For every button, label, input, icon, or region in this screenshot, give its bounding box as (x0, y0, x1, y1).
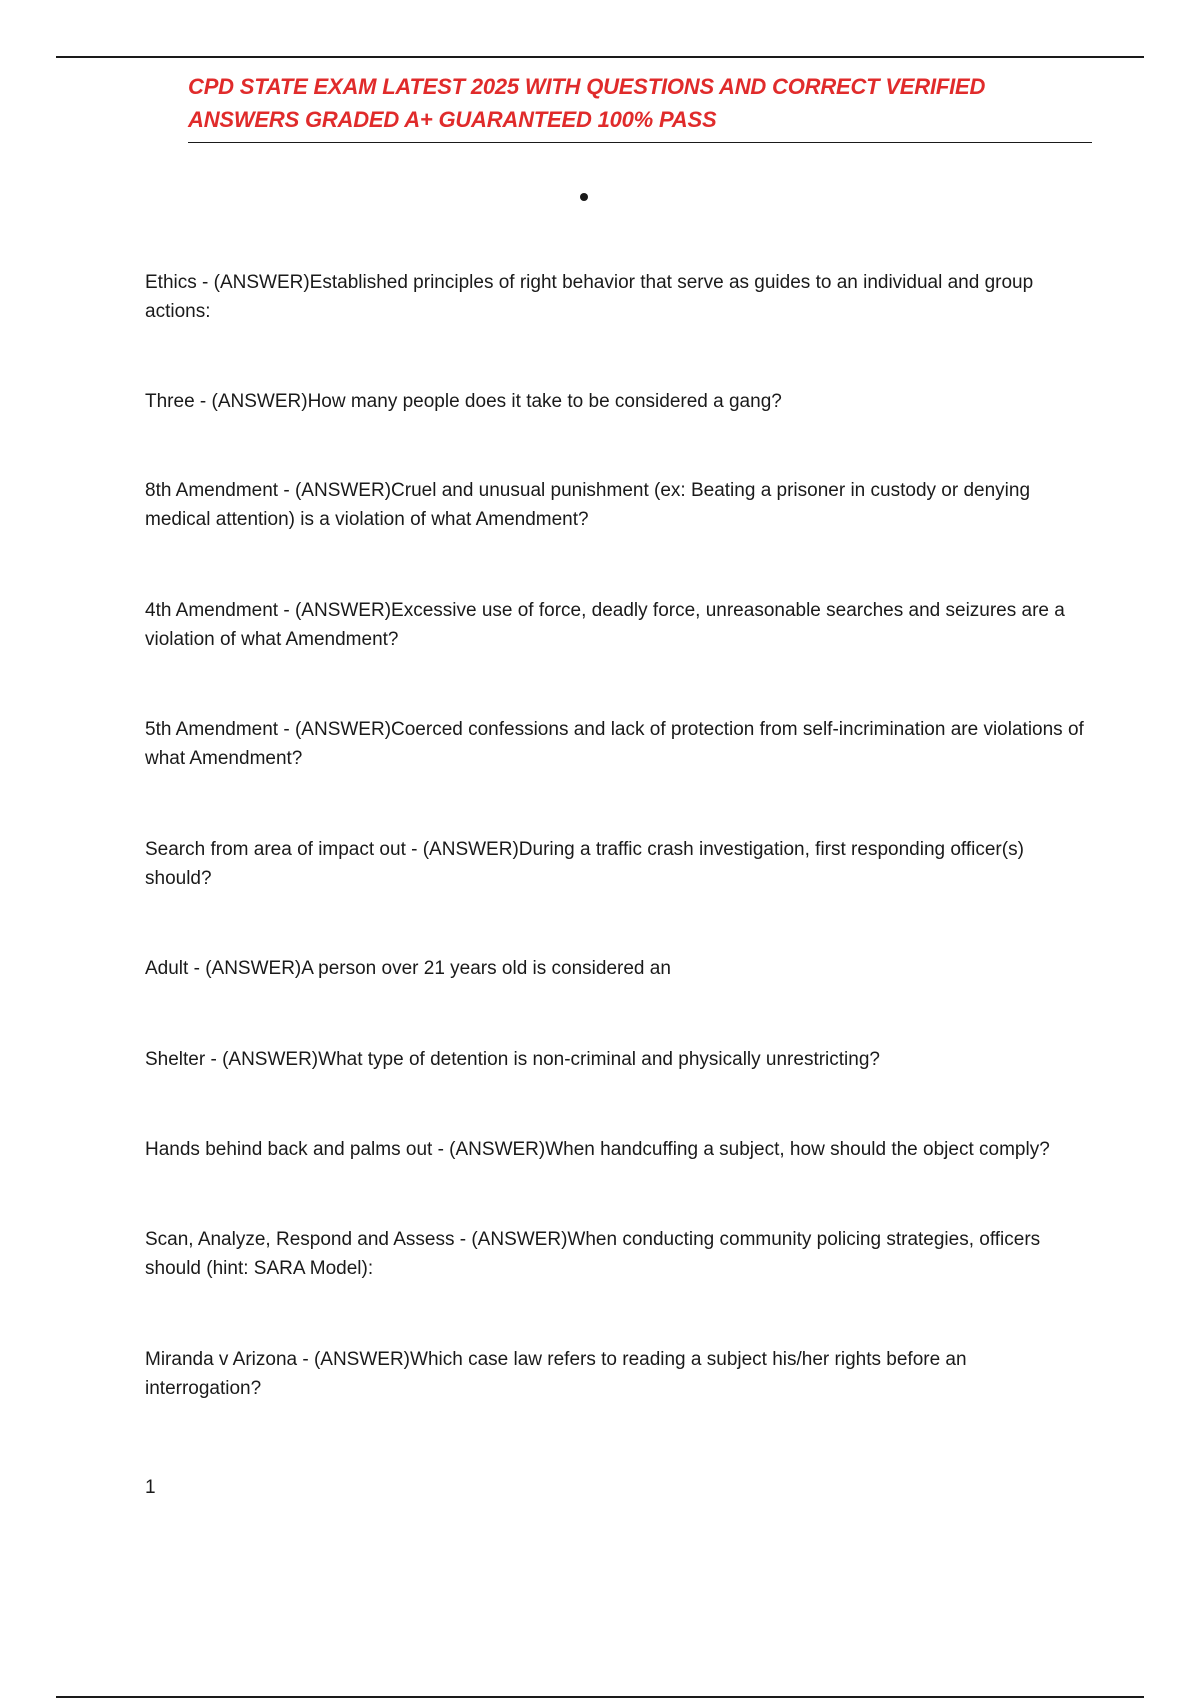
document-title: CPD STATE EXAM LATEST 2025 WITH QUESTIONS AND CORRECT VERIFIED ANSWERS GRADED A+ GUARANTEED 100% PASS (188, 74, 986, 132)
page-top-rule (56, 56, 1144, 58)
qa-list (145, 268, 1085, 1403)
bullet-dot (580, 193, 588, 201)
title-underline (188, 142, 1092, 143)
qa-item-shelter: Shelter - (ANSWER)What type of detention is non-criminal and physically unrestricting? (145, 1049, 880, 1070)
qa-item-gang: Three - (ANSWER)How many people does it take to be considered a gang? (145, 391, 782, 412)
qa-item-miranda: Miranda v Arizona - (ANSWER)Which case law refers to reading a subject his/her rights before an interrogation? (145, 1349, 967, 1399)
document-header (188, 70, 1092, 143)
qa-item-ethics: Ethics - (ANSWER)Established principles of right behavior that serve as guides to an individual and group actions: (145, 272, 1034, 322)
qa-item-4th-amendment: 4th Amendment - (ANSWER)Excessive use of force, deadly force, unreasonable searches and seizures are a violation of what Amendment? (145, 600, 1065, 650)
qa-item-8th-amendment: 8th Amendment - (ANSWER)Cruel and unusual punishment (ex: Beating a prisoner in custody or denying medical attention) is a violation of what Amendment? (145, 480, 1031, 530)
qa-item-handcuffing: Hands behind back and palms out - (ANSWER)When handcuffing a subject, how should the object comply? (145, 1139, 1050, 1160)
page-number: 1 (145, 1477, 156, 1498)
page-bottom-rule (56, 1696, 1144, 1698)
qa-item-adult: Adult - (ANSWER)A person over 21 years old is considered an (145, 958, 671, 979)
qa-item-sara-model: Scan, Analyze, Respond and Assess - (ANSWER)When conducting community policing strategies, officers should (hint: SARA Model): (145, 1229, 1041, 1279)
qa-item-5th-amendment: 5th Amendment - (ANSWER)Coerced confessions and lack of protection from self-incrimination are violations of what Amendment? (145, 719, 1084, 769)
qa-item-traffic-crash: Search from area of impact out - (ANSWER)During a traffic crash investigation, first responding officer(s) should? (145, 839, 1024, 889)
